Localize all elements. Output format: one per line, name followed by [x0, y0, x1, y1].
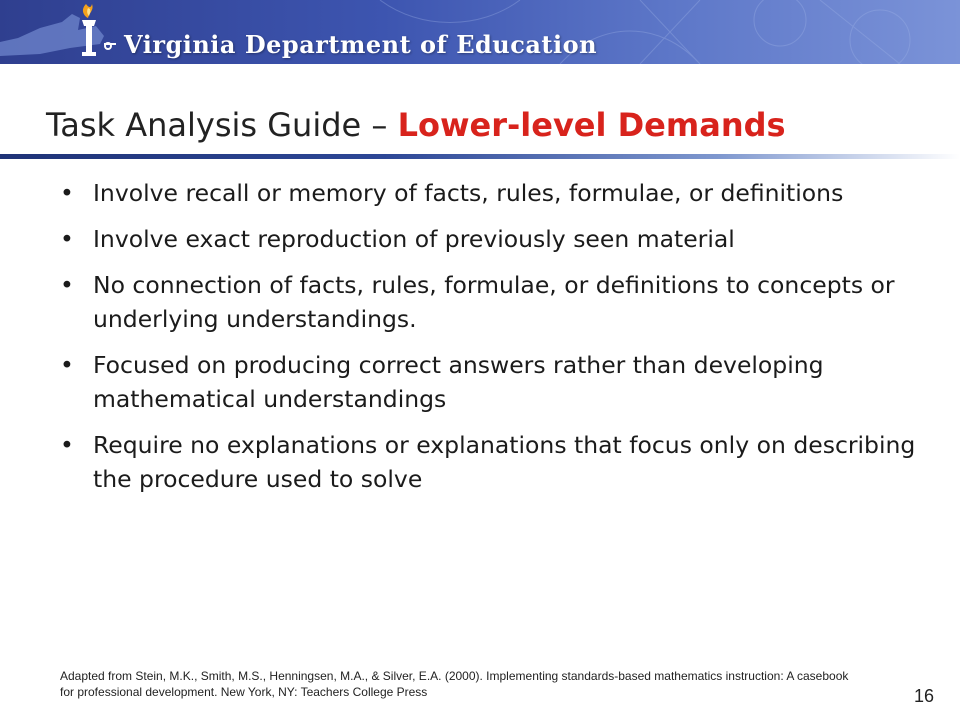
page-number: 16 — [914, 686, 935, 706]
title-underline — [0, 154, 960, 159]
bullet-icon: • — [60, 431, 74, 459]
bullet-list — [60, 176, 920, 508]
bullet-icon: • — [60, 179, 74, 207]
bullet-text: Involve exact reproduction of previously seen material — [93, 225, 735, 253]
title-prefix: Task Analysis Guide – — [46, 106, 398, 144]
bullet-item — [60, 222, 920, 256]
bullet-text: No connection of facts, rules, formulae, or definitions to concepts or underlying understandings. — [93, 271, 895, 333]
bullet-text: Require no explanations or explanations that focus only on describing the procedure used to solve — [93, 431, 916, 493]
emblem-icon — [104, 43, 116, 49]
citation: Adapted from Stein, M.K., Smith, M.S., Henningsen, M.A., & Silver, E.A. (2000). Implementing standards-based mathematics instruction: A casebook for professional development. New York, NY: Teachers College Press — [60, 669, 849, 699]
bullet-icon: • — [60, 271, 74, 299]
bullet-item — [60, 268, 920, 336]
org-name: Virginia Department of Education — [124, 30, 598, 59]
bullet-item — [60, 176, 920, 210]
bullet-text: Focused on producing correct answers rather than developing mathematical understandings — [93, 351, 824, 413]
bullet-icon: • — [60, 351, 74, 379]
bullet-text: Involve recall or memory of facts, rules, formulae, or definitions — [93, 179, 844, 207]
header-banner — [0, 0, 960, 64]
title-highlight: Lower-level Demands — [397, 106, 786, 144]
bullet-icon: • — [60, 225, 74, 253]
bullet-item — [60, 428, 920, 496]
bullet-item — [60, 348, 920, 416]
slide-title — [46, 106, 786, 144]
